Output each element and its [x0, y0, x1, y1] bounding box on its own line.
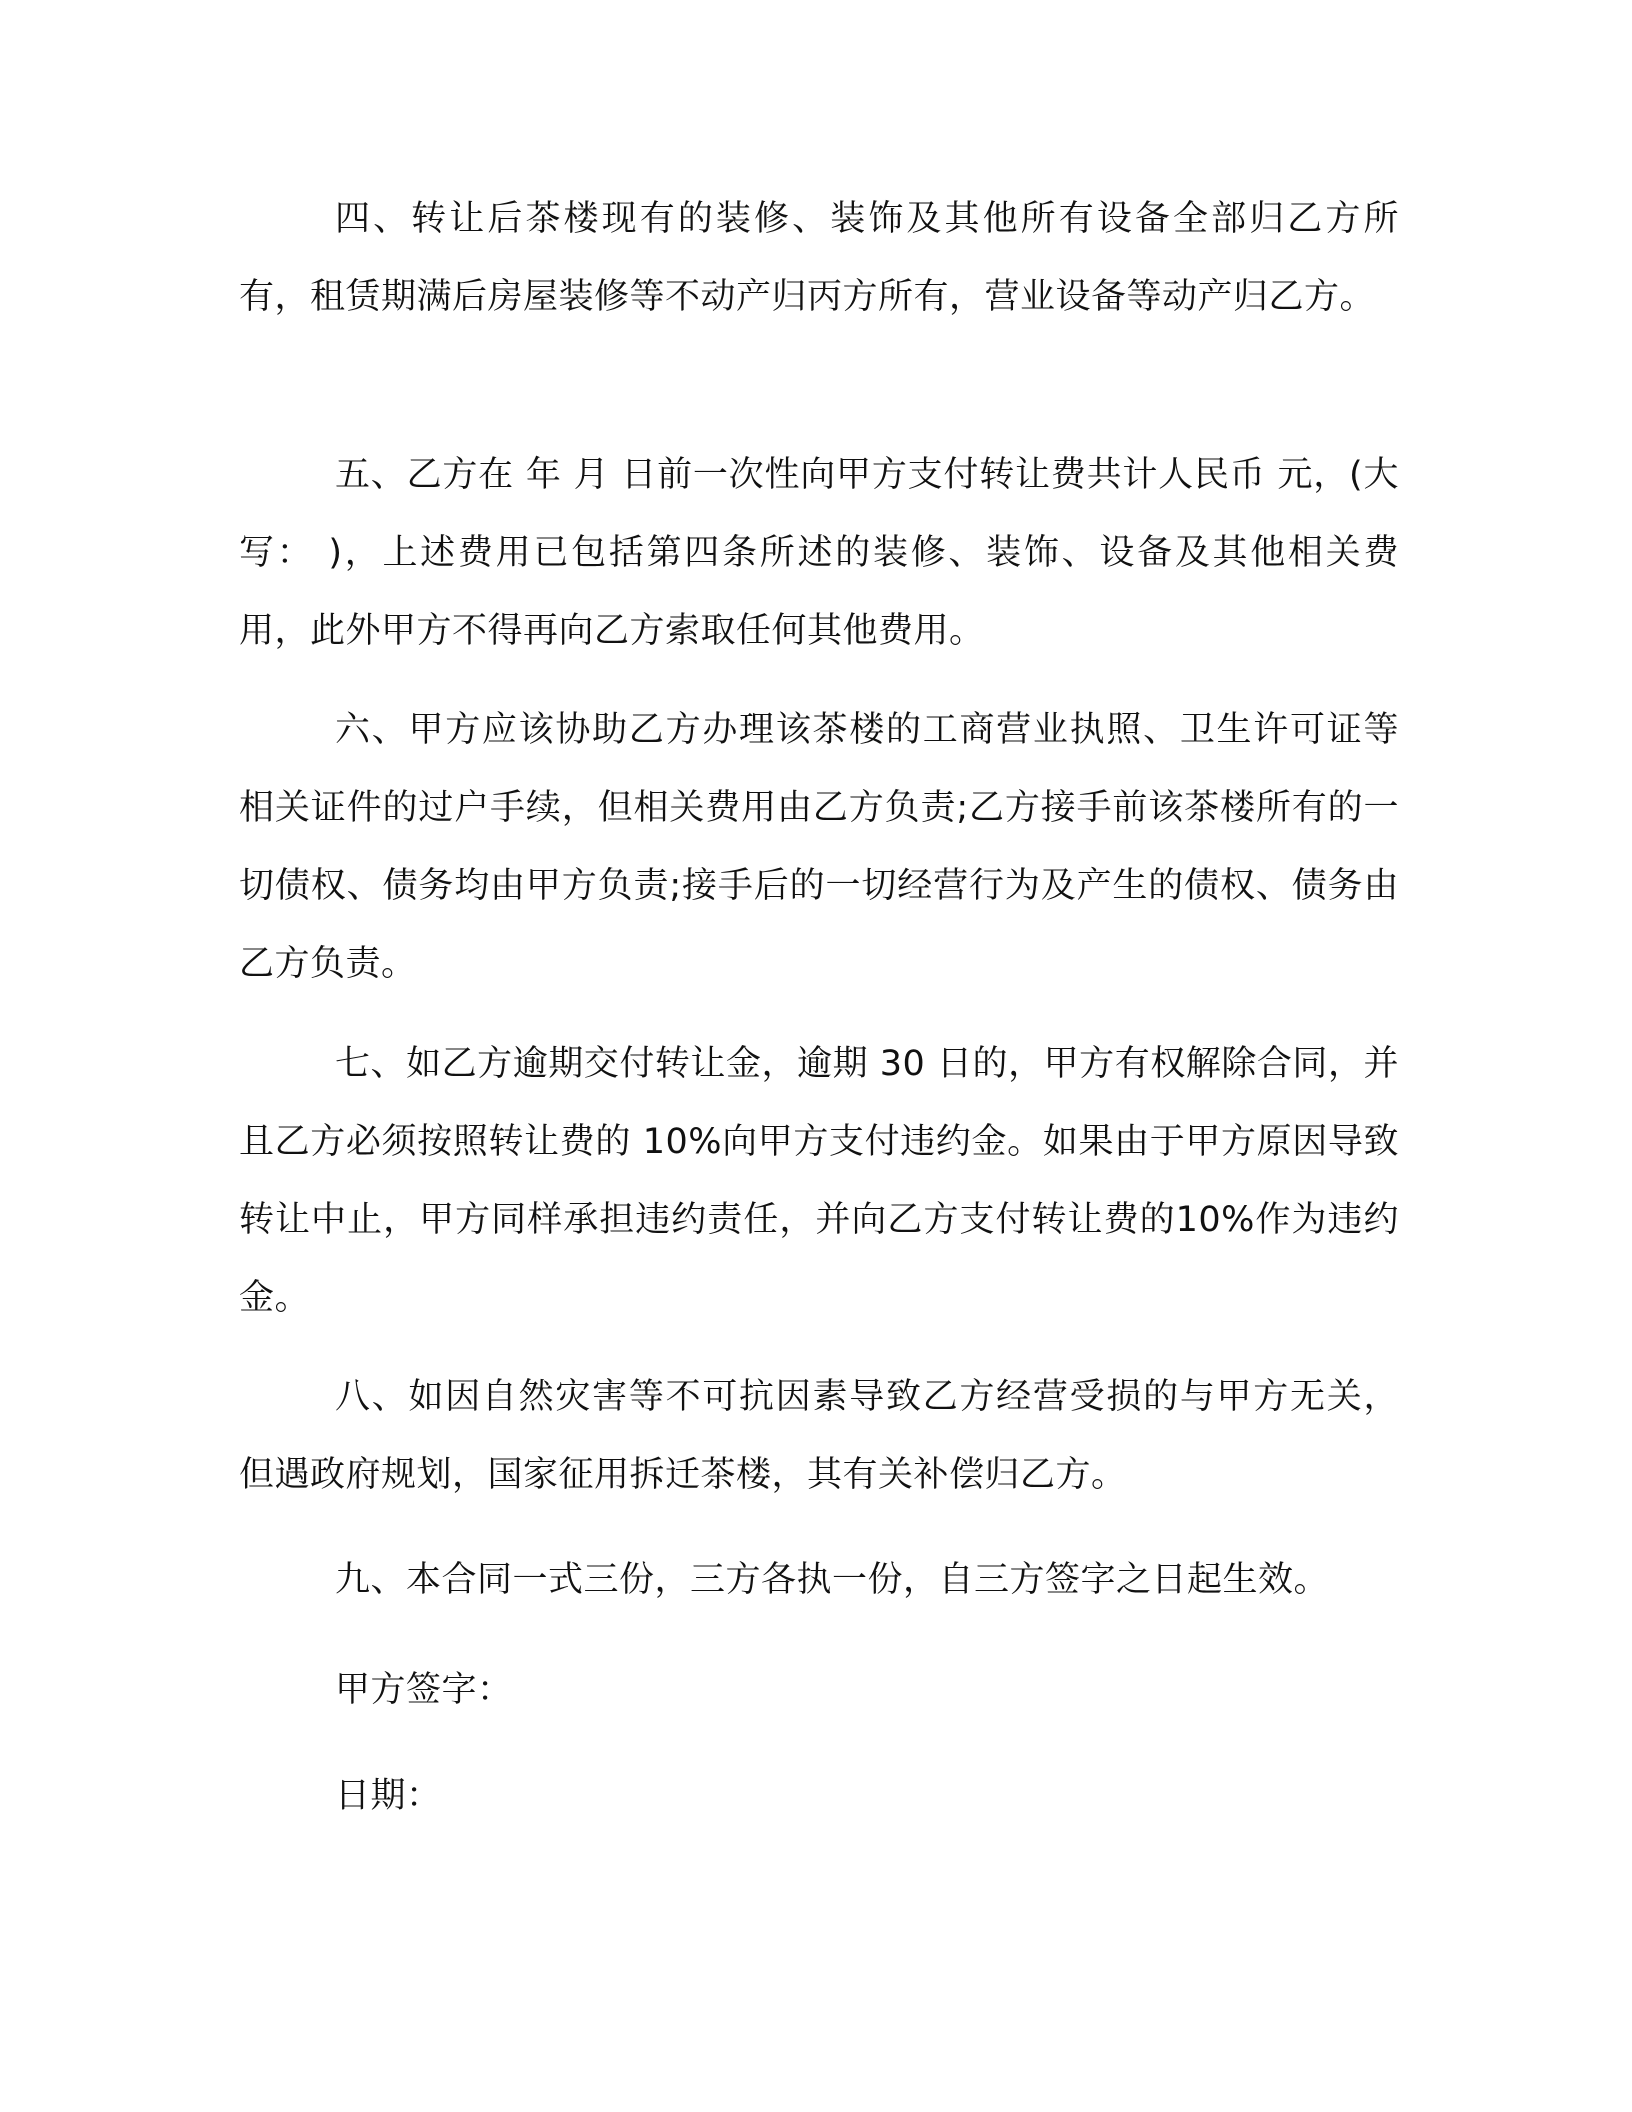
clause-9: 九、本合同一式三份，三方各执一份，自三方签字之日起生效。	[335, 1560, 1330, 1600]
clause-6: 六、甲方应该协助乙方办理该茶楼的工商营业执照、卫生许可证等相关证件的过户手续，但相关费用由乙方负责;乙方接手前该茶楼所有的一切债权、债务均由甲方负责;接手后的一切经营行为及产生的债权、债务由乙方负责。	[239, 710, 1399, 984]
date-label: 日期：	[335, 1776, 442, 1816]
clause-4: 四、转让后茶楼现有的装修、装饰及其他所有设备全部归乙方所有，租赁期满后房屋装修等不动产归丙方所有，营业设备等动产归乙方。	[239, 199, 1399, 317]
clause-7: 七、如乙方逾期交付转让金，逾期 30 日的，甲方有权解除合同，并且乙方必须按照转让费的 10%向甲方支付违约金。如果由于甲方原因导致转让中止，甲方同样承担违约责任，并向乙方支付转让费的10%作为违约金。	[239, 1044, 1399, 1318]
clause-5: 五、乙方在 年 月 日前一次性向甲方支付转让费共计人民币 元，(大写： )，上述费用已包括第四条所述的装修、装饰、设备及其他相关费用，此外甲方不得再向乙方索取任何其他费用。	[239, 455, 1399, 651]
party-a-signature-label: 甲方签字：	[335, 1670, 513, 1710]
clause-8: 八、如因自然灾害等不可抗因素导致乙方经营受损的与甲方无关，但遇政府规划，国家征用拆迁茶楼，其有关补偿归乙方。	[239, 1377, 1399, 1495]
